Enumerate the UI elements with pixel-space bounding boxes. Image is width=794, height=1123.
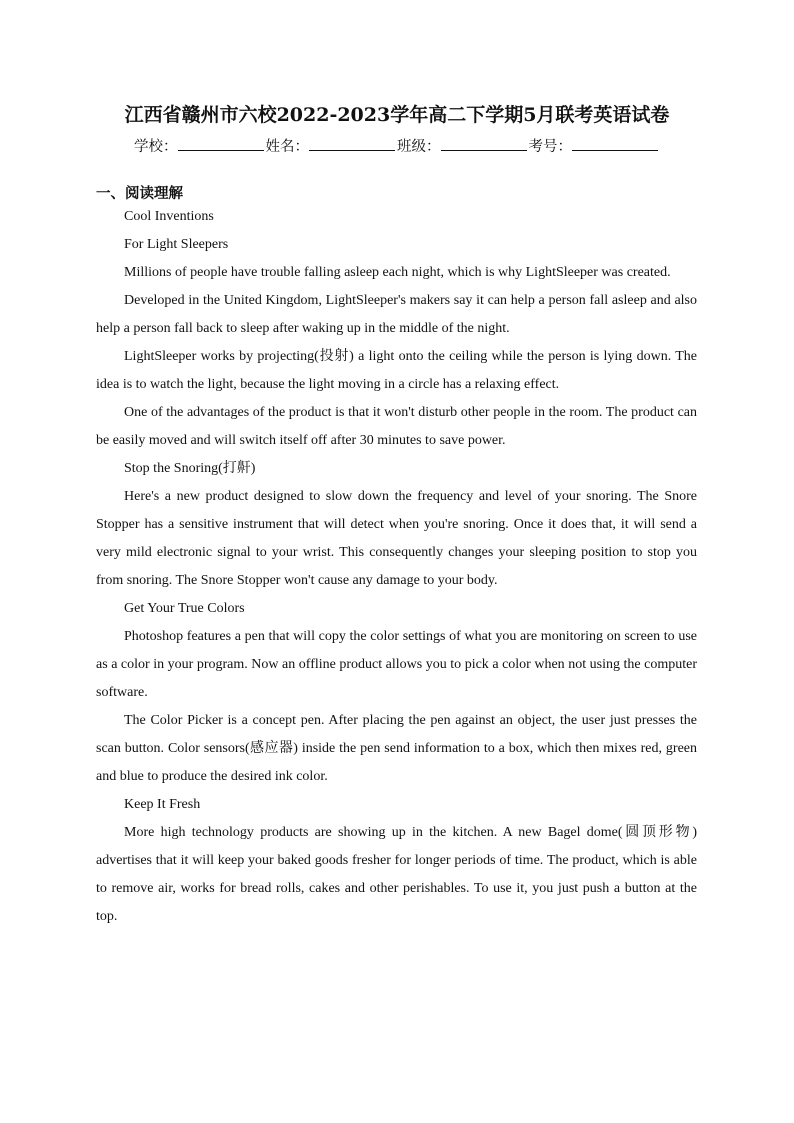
subheading-true-colors: Get Your True Colors (124, 601, 245, 616)
class-label: 班级： (397, 139, 441, 155)
passage-title: Cool Inventions (124, 209, 214, 224)
subheading-keep-fresh: Keep It Fresh (124, 797, 201, 812)
name-blank[interactable] (309, 136, 395, 151)
paragraph: LightSleeper works by projecting(投射) a light onto the ceiling while the person is lying down. The idea is to watch the light, because the light moving in a circle has a relaxing effect. (96, 349, 697, 392)
student-info-line (0, 135, 794, 156)
number-blank[interactable] (572, 136, 658, 151)
subheading-stop-snoring: Stop the Snoring(打鼾) (124, 461, 256, 476)
name-label: 姓名： (265, 139, 309, 155)
paragraph: Photoshop features a pen that will copy the color settings of what you are monitoring on screen to use as a color in your program. Now an offline product allows you to pick a color when not using the computer software. (96, 629, 697, 700)
number-label: 考号： (528, 139, 572, 155)
paragraph: Here's a new product designed to slow down the frequency and level of your snoring. The Snore Stopper has a sensitive instrument that will detect when you're snoring. Once it does that, it will send a very mild electronic signal to your wrist. This consequently changes your sleeping position to stop you from snoring. The Snore Stopper won't cause any damage to your body. (96, 489, 697, 588)
subheading-light-sleepers: For Light Sleepers (124, 237, 229, 252)
class-blank[interactable] (441, 136, 527, 151)
reading-passage (96, 203, 697, 931)
paragraph: Millions of people have trouble falling asleep each night, which is why LightSleeper was created. (124, 265, 671, 280)
paragraph: Developed in the United Kingdom, LightSleeper's makers say it can help a person fall asleep and also help a person fall back to sleep after waking up in the middle of the night. (96, 293, 697, 336)
paragraph: More high technology products are showing up in the kitchen. A new Bagel dome(圆顶形物) advertises that it will keep your baked goods fresher for longer periods of time. The product, which is able to remove air, works for bread rolls, cakes and other perishables. To use it, you just push a button at the top. (96, 825, 697, 924)
paragraph: One of the advantages of the product is that it won't disturb other people in the room. The product can be easily moved and will switch itself off after 30 minutes to save power. (96, 405, 697, 448)
paragraph: The Color Picker is a concept pen. After placing the pen against an object, the user just presses the scan button. Color sensors(感应器) inside the pen send information to a box, which then mixes red, green and blue to produce the desired ink color. (96, 713, 697, 784)
school-blank[interactable] (178, 136, 264, 151)
school-label: 学校： (134, 139, 178, 155)
section-heading: 一、阅读理解 (96, 186, 183, 202)
exam-title: 江西省赣州市六校2022-2023学年高二下学期5月联考英语试卷 (124, 104, 670, 126)
